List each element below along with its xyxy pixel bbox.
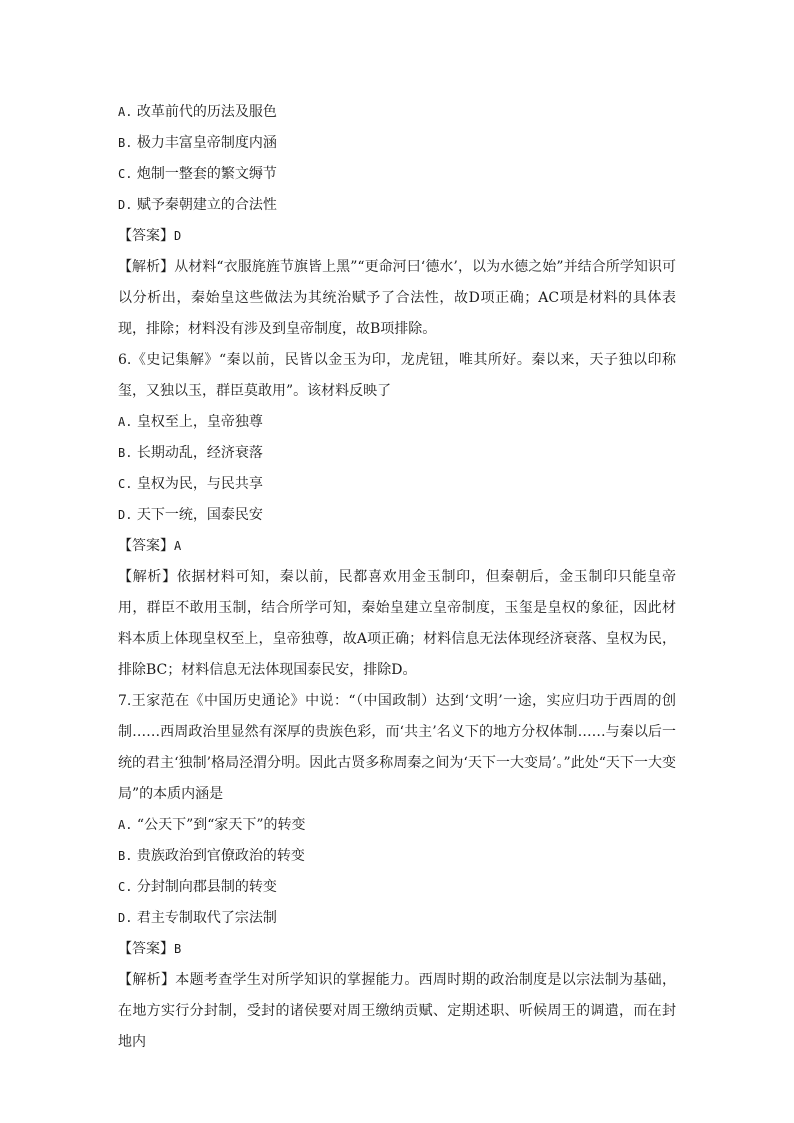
q7-option-a [118, 810, 676, 841]
option-text: 皇权至上，皇帝独尊 [136, 414, 263, 430]
analysis-text: 依据材料可知，秦以前，民都喜欢用金玉制印，但秦朝后，金玉制印只能皇帝用，群臣不敢用玉制，结合所学可知，秦始皇建立皇帝制度，玉玺是皇权的象征，因此材料本质上体现皇权至上，皇帝独尊，故A项正确；材料信息无法体现经济衰落、皇权为民，排除BC；材料信息无法体现国泰民安，排除D。 [118, 569, 676, 678]
analysis-tag: 【解析】 [118, 569, 177, 585]
analysis-tag: 【解析】 [118, 259, 175, 275]
option-letter: B. [118, 849, 133, 863]
option-letter: C. [118, 880, 133, 894]
analysis-tag: 【解析】 [118, 972, 176, 988]
document-page [118, 97, 676, 1058]
option-text: 长期动乱，经济衰落 [136, 445, 263, 461]
option-letter: A. [118, 415, 133, 429]
option-letter: D. [118, 508, 133, 522]
answer-value: A [174, 539, 182, 553]
analysis-text: 从材料“衣服旄旌节旗皆上黑”“更命河曰‘德水’，以为水德之始”并结合所学知识可以分析出，秦始皇这些做法为其统治赋予了合法性，故D项正确；AC项是材料的具体表现，排除；材料没有涉及到皇帝制度，故B项排除。 [118, 259, 677, 337]
q7-stem: 7.王家范在《中国历史通论》中说：“（中国政制）达到‘文明’一途，实应归功于西周的创制……西周政治里显然有深厚的贵族色彩，而‘共主’名义下的地方分权体制……与秦以后一统的君主‘独制’格局泾渭分明。因此古贤多称周秦之间为‘天下一大变局’。”此处“天下一大变局”的本质内涵是 [118, 693, 676, 802]
option-letter: B. [118, 136, 133, 150]
option-text: 天下一统，国泰民安 [136, 507, 263, 523]
q7-option-d [118, 903, 676, 934]
q6-stem: 6.《史记集解》“秦以前，民皆以金玉为印，龙虎钮，唯其所好。秦以来，天子独以印称玺，又独以玉，群臣莫敢用”。该材料反映了 [118, 352, 676, 399]
q5-option-a [118, 97, 676, 128]
q7-analysis [118, 965, 676, 1058]
option-text: 君主专制取代了宗法制 [136, 910, 277, 926]
option-text: 皇权为民，与民共享 [136, 476, 263, 492]
q5-analysis [118, 252, 676, 345]
answer-value: B [174, 942, 182, 956]
answer-tag: 【答案】 [118, 228, 174, 244]
analysis-text: 本题考查学生对所学知识的掌握能力。西周时期的政治制度是以宗法制为基础，在地方实行分封制，受封的诸侯要对周王缴纳贡赋、定期述职、听候周王的调遣，而在封地内 [118, 972, 677, 1050]
q5-option-b [118, 128, 676, 159]
answer-value: D [174, 229, 182, 243]
q6-analysis [118, 562, 676, 686]
q6-option-c [118, 469, 676, 500]
option-text: 贵族政治到官僚政治的转变 [136, 848, 305, 864]
option-letter: A. [118, 105, 133, 119]
q6-answer [118, 531, 676, 562]
answer-tag: 【答案】 [118, 941, 174, 957]
q7-option-c [118, 872, 676, 903]
q7-answer [118, 934, 676, 965]
option-letter: A. [118, 818, 133, 832]
q5-option-d [118, 190, 676, 221]
q6-option-a [118, 407, 676, 438]
option-text: “公天下”到“家天下”的转变 [136, 817, 306, 833]
q5-option-c [118, 159, 676, 190]
option-text: 分封制向郡县制的转变 [136, 879, 277, 895]
q7-option-b [118, 841, 676, 872]
q6-option-d [118, 500, 676, 531]
q5-answer [118, 221, 676, 252]
q6-option-b [118, 438, 676, 469]
option-text: 改革前代的历法及服色 [136, 104, 277, 120]
option-text: 炮制一整套的繁文缛节 [136, 166, 277, 182]
option-letter: C. [118, 167, 133, 181]
option-letter: D. [118, 911, 133, 925]
option-letter: B. [118, 446, 133, 460]
answer-tag: 【答案】 [118, 538, 174, 554]
option-text: 赋予秦朝建立的合法性 [136, 197, 277, 213]
option-letter: D. [118, 198, 133, 212]
option-text: 极力丰富皇帝制度内涵 [136, 135, 277, 151]
option-letter: C. [118, 477, 133, 491]
